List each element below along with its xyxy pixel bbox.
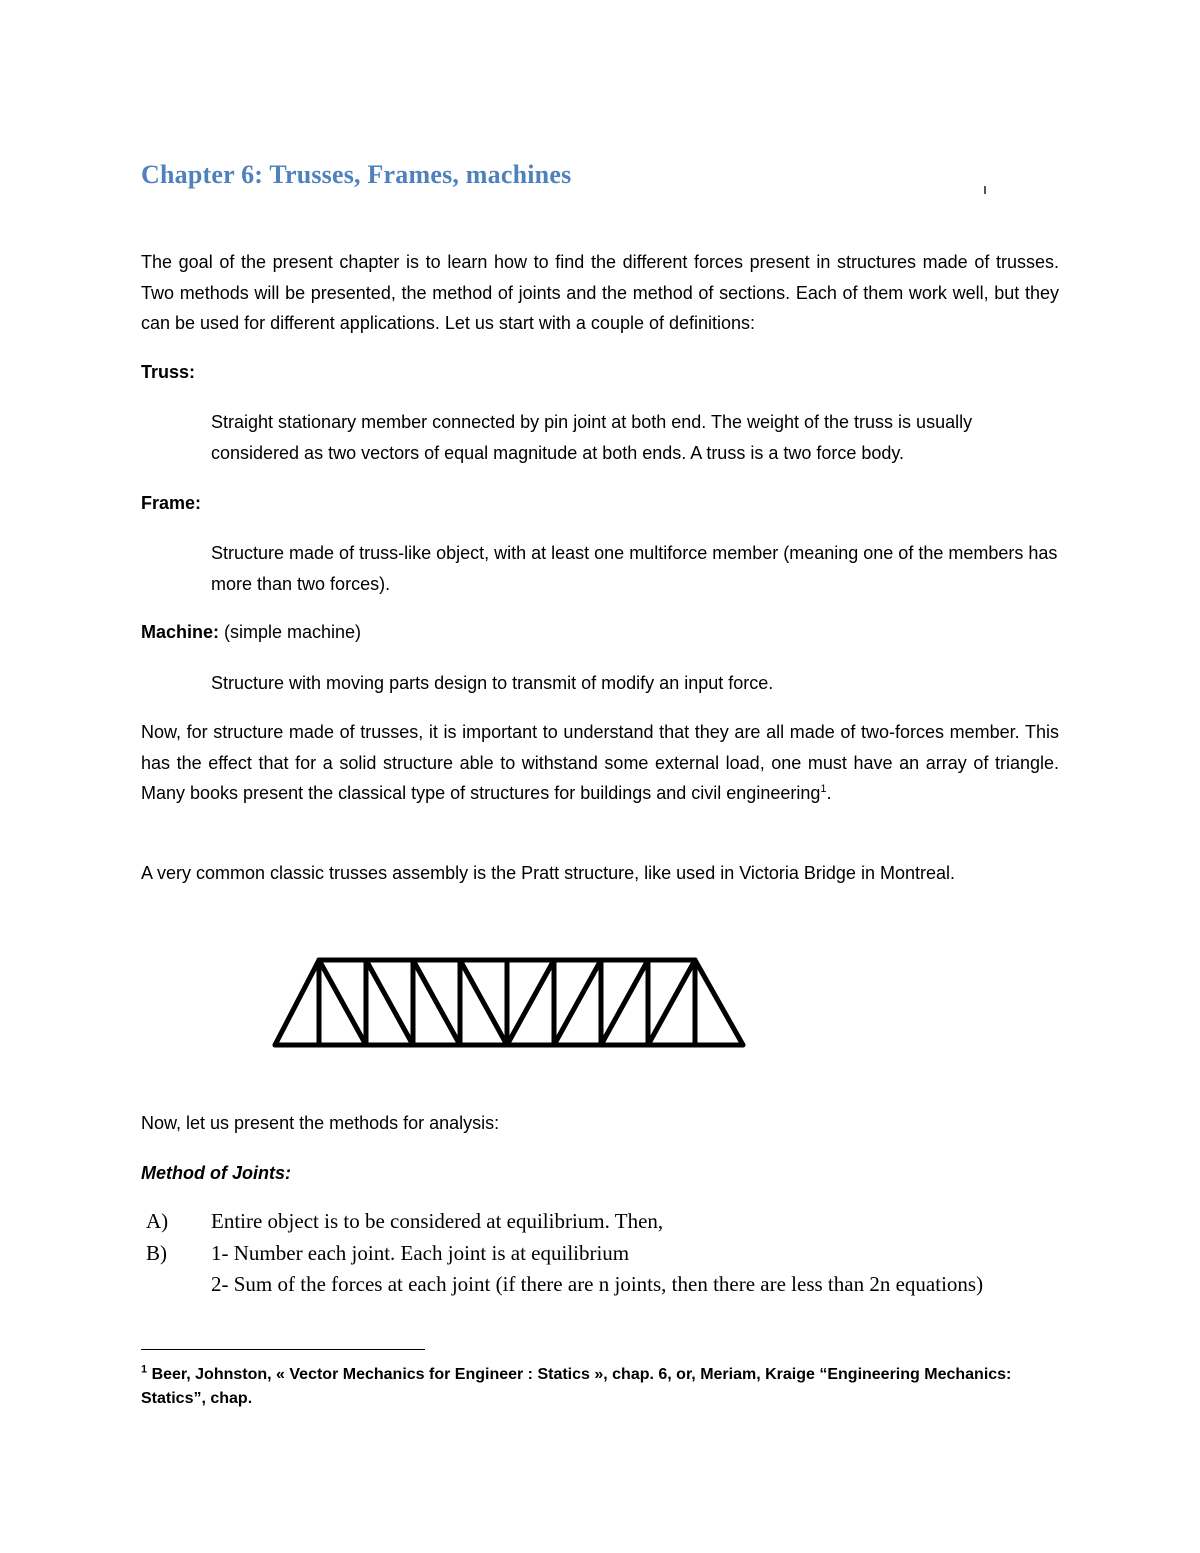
footnote-text: Beer, Johnston, « Vector Mechanics for Engineer : Statics », chap. 6, or, Meriam, Kraige “Engineering Mechanics: Statics”, chap. — [141, 1366, 1012, 1407]
chapter-title: Chapter 6: Trusses, Frames, machines — [141, 160, 572, 189]
diagonal-2 — [366, 960, 413, 1045]
step-b-line-1: 1- Number each joint. Each joint is at equilibrium — [211, 1241, 630, 1265]
pratt-truss-diagram — [268, 952, 750, 1052]
trusses-paragraph — [141, 717, 1059, 809]
page-mark — [984, 186, 986, 194]
pratt-paragraph: A very common classic trusses assembly is the Pratt structure, like used in Victoria Bridge in Montreal. — [141, 863, 955, 883]
definition-truss: Straight stationary member connected by pin joint at both end. The weight of the truss is usually considered as two vectors of equal magnitude at both ends. A truss is a two force body. — [211, 412, 973, 463]
trusses-paragraph-text: Now, for structure made of trusses, it is important to understand that they are all made of two-forces member. This has the effect that for a solid structure able to withstand some external load, one must have an array of triangle. Many books present the classical type of structures for buildings and civil engineering — [141, 722, 1059, 803]
term-machine: Machine: — [141, 622, 220, 642]
right-end-post — [695, 960, 743, 1045]
intro-paragraph: The goal of the present chapter is to learn how to find the different forces present in structures made of trusses. Two methods will be presented, the method of joints and the method of sections. Each of them work well, but they can be used for different applications. Let us start with a couple of definitions: — [141, 252, 1059, 333]
footnote-mark: 1 — [141, 1363, 148, 1376]
step-b-label: B) — [146, 1241, 167, 1265]
footnote-separator — [141, 1349, 425, 1350]
trusses-paragraph-end: . — [826, 783, 832, 803]
diagonal-5 — [507, 960, 554, 1045]
footnote-reference: 1 — [820, 783, 827, 795]
step-b-line-2: 2- Sum of the forces at each joint (if there are n joints, then there are less than 2n equations) — [211, 1272, 984, 1296]
footnote — [141, 1363, 1059, 1411]
definition-frame: Structure made of truss-like object, with at least one multiforce member (meaning one of the members has more than two forces). — [211, 543, 1058, 594]
step-b — [146, 1239, 1059, 1329]
definition-machine: Structure with moving parts design to transmit of modify an input force. — [211, 673, 774, 693]
diagonal-3 — [413, 960, 460, 1045]
diagonal-8 — [648, 960, 695, 1045]
diagonal-6 — [554, 960, 601, 1045]
diagonal-7 — [601, 960, 648, 1045]
term-frame: Frame: — [141, 493, 202, 513]
diagonal-1 — [319, 960, 366, 1045]
step-a-text: Entire object is to be considered at equilibrium. Then, — [211, 1209, 664, 1233]
step-a — [146, 1207, 1059, 1235]
diagonal-4 — [460, 960, 507, 1045]
methods-paragraph: Now, let us present the methods for analysis: — [141, 1113, 500, 1133]
term-machine-line — [141, 617, 1059, 648]
left-end-post — [275, 960, 319, 1045]
term-machine-qualifier: (simple machine) — [219, 622, 362, 642]
term-truss: Truss: — [141, 362, 196, 382]
step-a-label: A) — [146, 1209, 169, 1233]
method-of-joints-heading: Method of Joints: — [141, 1163, 291, 1183]
